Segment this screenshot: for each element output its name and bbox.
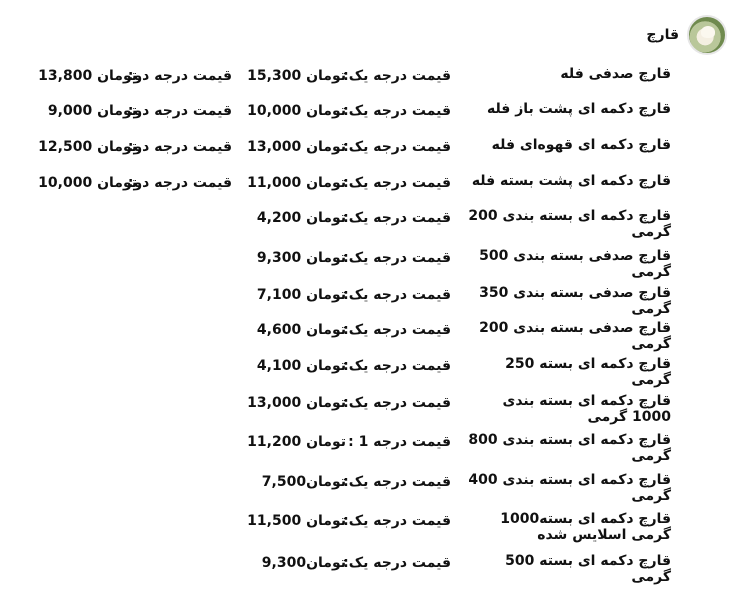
product-name: قارچ دکمه ای بسته بندی 1000 گرمی (502, 393, 671, 425)
grade1-price: 4,100 تومان (256, 358, 346, 374)
grade1-label: قیمت درجه یک: (343, 513, 451, 529)
grade1-price: 11,500 تومان (247, 513, 346, 529)
grade1-label: قیمت درجه یک: (343, 250, 451, 266)
grade1-label: قیمت درجه یک: (343, 103, 451, 119)
mushroom-avatar (687, 15, 727, 55)
grade1-label: قیمت درجه یک: (343, 395, 451, 411)
product-name: قارچ دکمه ای پشت بسته فله (471, 173, 671, 189)
product-name: قارچ دکمه ای بسته1000 گرمی اسلایس شده (500, 511, 671, 543)
grade1-label: قیمت درجه یک: (343, 358, 451, 374)
price-row (0, 248, 739, 280)
grade2-label: قیمت درجه دو: (127, 175, 232, 191)
price-row (0, 66, 739, 86)
grade1-price: 9,300تومان (261, 555, 346, 571)
grade1-label: قیمت درجه یک: (343, 322, 451, 338)
header (646, 15, 727, 55)
grade1-price: 9,300 تومان (256, 250, 346, 266)
grade1-price: 4,200 تومان (256, 210, 346, 226)
product-name: قارچ صدفی بسته بندی 500 گرمی (479, 248, 671, 280)
price-row (0, 101, 739, 121)
price-row (0, 553, 739, 585)
price-row (0, 432, 739, 464)
grade1-label: قیمت درجه یک: (343, 68, 451, 84)
grade1-price: 13,000 تومان (247, 139, 346, 155)
price-row (0, 137, 739, 157)
grade1-label: قیمت درجه یک: (343, 555, 451, 571)
grade1-price: 15,300 تومان (247, 68, 346, 84)
grade1-price: 7,100 تومان (256, 287, 346, 303)
grade1-price: 11,000 تومان (247, 175, 346, 191)
grade1-label: قیمت درجه 1 : (348, 434, 451, 450)
price-row (0, 356, 739, 388)
price-row (0, 285, 739, 317)
product-name: قارچ صدفی بسته بندی 350 گرمی (479, 285, 671, 317)
grade1-price: 7,500تومان (261, 474, 346, 490)
product-name: قارچ دکمه ای بسته 500 گرمی (505, 553, 671, 585)
grade1-label: قیمت درجه یک: (343, 210, 451, 226)
product-name: قارچ صدفی فله (560, 66, 671, 82)
price-row (0, 511, 739, 543)
grade1-price: 10,000 تومان (247, 103, 346, 119)
grade1-label: قیمت درجه یک: (343, 474, 451, 490)
product-name: قارچ صدفی بسته بندی 200 گرمی (479, 320, 671, 352)
product-name: قارچ دکمه ای بسته بندی 200 گرمی (468, 208, 671, 240)
page-title: قارچ (646, 27, 679, 43)
grade2-price: 12,500 تومان (38, 139, 137, 155)
price-row (0, 173, 739, 193)
price-row (0, 208, 739, 240)
grade1-label: قیمت درجه یک: (343, 139, 451, 155)
product-name: قارچ دکمه ای بسته 250 گرمی (505, 356, 671, 388)
grade2-label: قیمت درجه دو: (127, 103, 232, 119)
grade1-price: 13,000 تومان (247, 395, 346, 411)
price-row (0, 472, 739, 504)
product-name: قارچ دکمه ای بسته بندی 800 گرمی (468, 432, 671, 464)
price-row (0, 320, 739, 352)
grade1-price: 11,200 تومان (247, 434, 346, 450)
product-name: قارچ دکمه ای بسته بندی 400 گرمی (468, 472, 671, 504)
grade2-price: 9,000 تومان (47, 103, 137, 119)
grade2-price: 10,000 تومان (38, 175, 137, 191)
grade1-label: قیمت درجه یک: (343, 175, 451, 191)
grade2-label: قیمت درجه دو: (127, 68, 232, 84)
grade1-price: 4,600 تومان (256, 322, 346, 338)
grade2-label: قیمت درجه دو: (127, 139, 232, 155)
grade2-price: 13,800 تومان (38, 68, 137, 84)
grade1-label: قیمت درجه یک: (343, 287, 451, 303)
product-name: قارچ دکمه ای قهوه‌ای فله (491, 137, 671, 153)
price-row (0, 393, 739, 425)
product-name: قارچ دکمه ای پشت باز فله (486, 101, 671, 117)
